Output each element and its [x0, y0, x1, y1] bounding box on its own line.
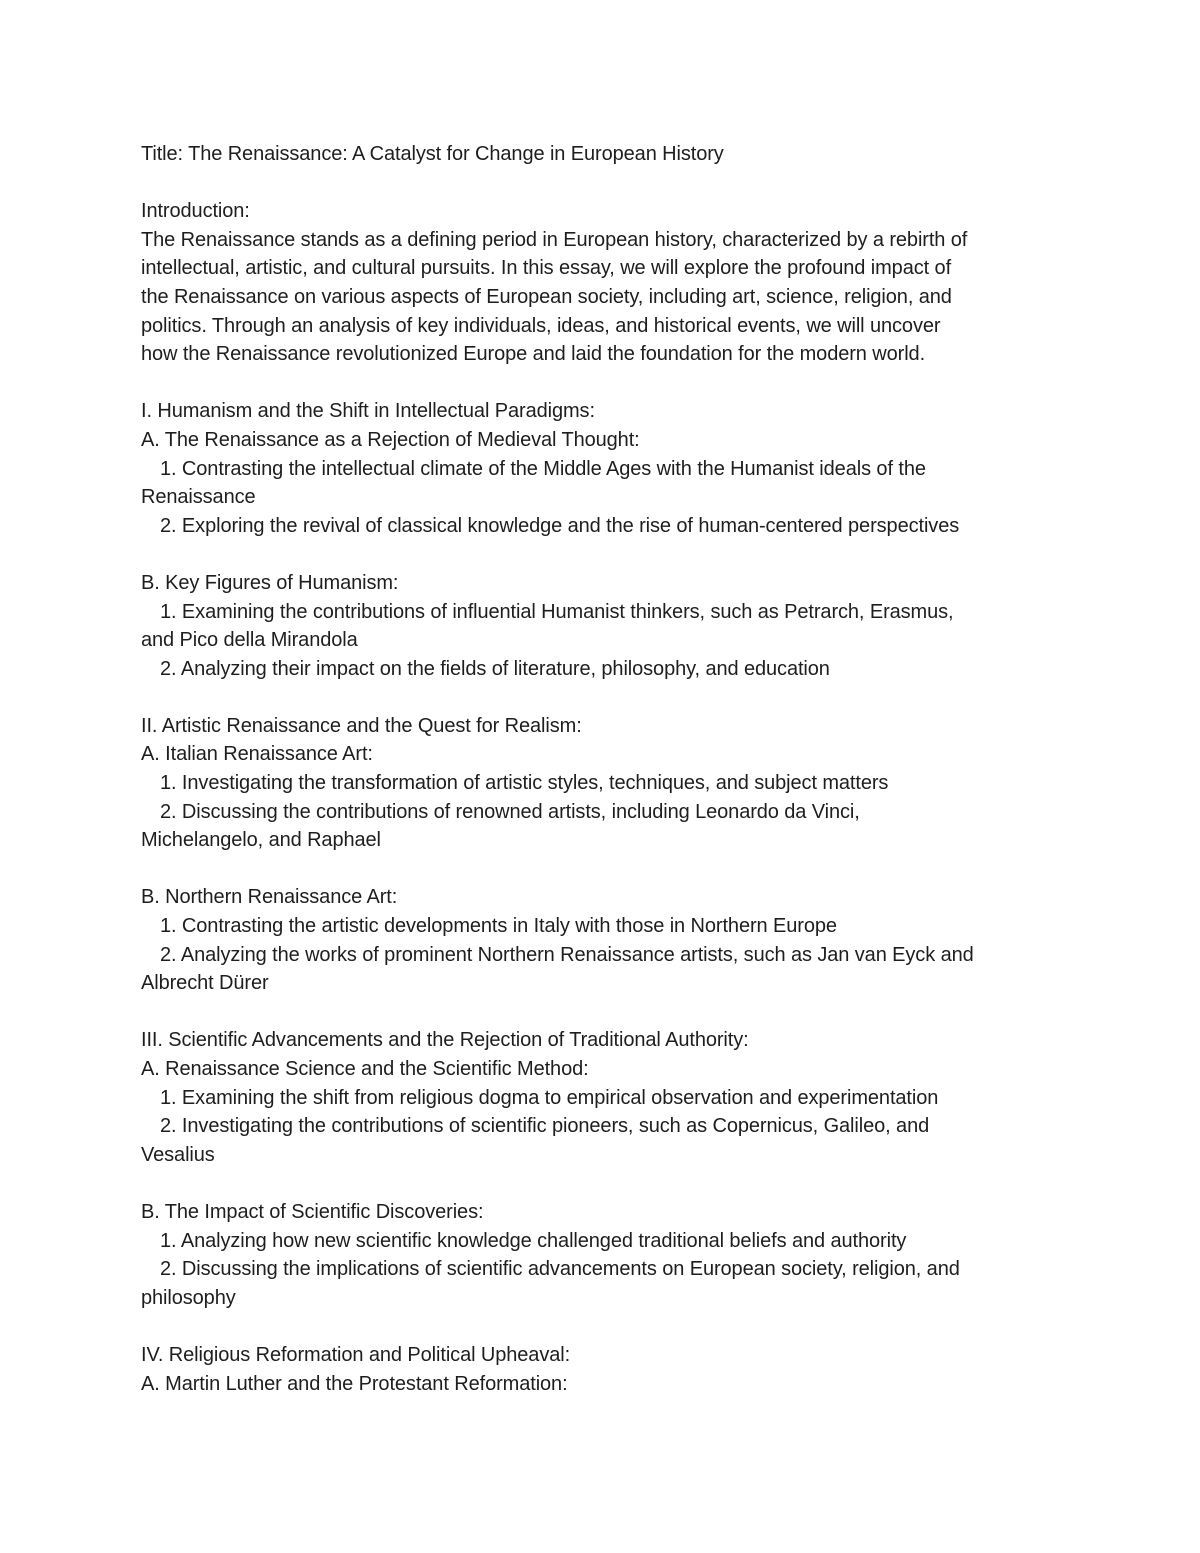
document-title: Title: The Renaissance: A Catalyst for Change in European History [141, 143, 724, 165]
spacer [141, 169, 1061, 198]
outline-item: 1. Contrasting the artistic developments in Italy with those in Northern Europe [160, 915, 837, 938]
spacer [141, 1312, 1061, 1341]
outline-item-continuation: and Pico della Mirandola [141, 629, 358, 652]
outline-item-continuation: Albrecht Dürer [141, 972, 269, 995]
subsection-heading: B. Northern Renaissance Art: [141, 886, 398, 909]
intro-line: the Renaissance on various aspects of European society, including art, science, religion, and [141, 285, 952, 308]
subsection-heading: A. Italian Renaissance Art: [141, 743, 373, 766]
outline-item-continuation: Vesalius [141, 1143, 215, 1166]
outline-item: 1. Analyzing how new scientific knowledge challenged traditional beliefs and authority [160, 1229, 907, 1252]
subsection-heading: B. Key Figures of Humanism: [141, 571, 399, 594]
spacer [141, 1169, 1061, 1198]
intro-line: politics. Through an analysis of key individuals, ideas, and historical events, we will uncover [141, 314, 941, 337]
outline-item-continuation: philosophy [141, 1286, 236, 1309]
spacer [141, 855, 1061, 884]
section-heading: II. Artistic Renaissance and the Quest for Realism: [141, 714, 582, 737]
section-heading: III. Scientific Advancements and the Rejection of Traditional Authority: [141, 1029, 749, 1052]
subsection-heading: A. Martin Luther and the Protestant Reformation: [141, 1372, 568, 1395]
intro-line: intellectual, artistic, and cultural pursuits. In this essay, we will explore the profound impact of [141, 257, 952, 280]
spacer [141, 369, 1061, 398]
outline-item: 1. Investigating the transformation of artistic styles, techniques, and subject matters [160, 772, 889, 795]
intro-heading: Introduction: [141, 200, 250, 223]
spacer [141, 683, 1061, 712]
outline-item: 2. Analyzing the works of prominent Northern Renaissance artists, such as Jan van Eyck and [160, 943, 974, 966]
spacer [141, 998, 1061, 1027]
outline-item: 1. Examining the shift from religious dogma to empirical observation and experimentation [160, 1086, 939, 1109]
outline-item-continuation: Michelangelo, and Raphael [141, 829, 381, 852]
document-page [141, 140, 1061, 1398]
section-heading: IV. Religious Reformation and Political Upheaval: [141, 1343, 571, 1366]
subsection-heading: A. The Renaissance as a Rejection of Medieval Thought: [141, 428, 640, 451]
outline-item: 2. Discussing the implications of scientific advancements on European society, religion, and [160, 1258, 960, 1281]
outline-item: 1. Contrasting the intellectual climate of the Middle Ages with the Humanist ideals of the [160, 457, 926, 480]
outline-item: 2. Investigating the contributions of scientific pioneers, such as Copernicus, Galileo, and [160, 1115, 930, 1138]
spacer [141, 540, 1061, 569]
outline-item: 2. Discussing the contributions of renowned artists, including Leonardo da Vinci, [160, 800, 860, 823]
intro-line: how the Renaissance revolutionized Europe and laid the foundation for the modern world. [141, 343, 926, 366]
outline-item: 2. Analyzing their impact on the fields of literature, philosophy, and education [160, 657, 830, 680]
outline-item: 1. Examining the contributions of influential Humanist thinkers, such as Petrarch, Erasmus, [160, 600, 954, 623]
outline-item-continuation: Renaissance [141, 486, 256, 509]
subsection-heading: B. The Impact of Scientific Discoveries: [141, 1200, 484, 1223]
intro-line: The Renaissance stands as a defining period in European history, characterized by a rebirth of [141, 228, 968, 251]
outline-item: 2. Exploring the revival of classical knowledge and the rise of human-centered perspectives [160, 514, 960, 537]
subsection-heading: A. Renaissance Science and the Scientific Method: [141, 1058, 589, 1080]
section-heading: I. Humanism and the Shift in Intellectual Paradigms: [141, 400, 595, 423]
